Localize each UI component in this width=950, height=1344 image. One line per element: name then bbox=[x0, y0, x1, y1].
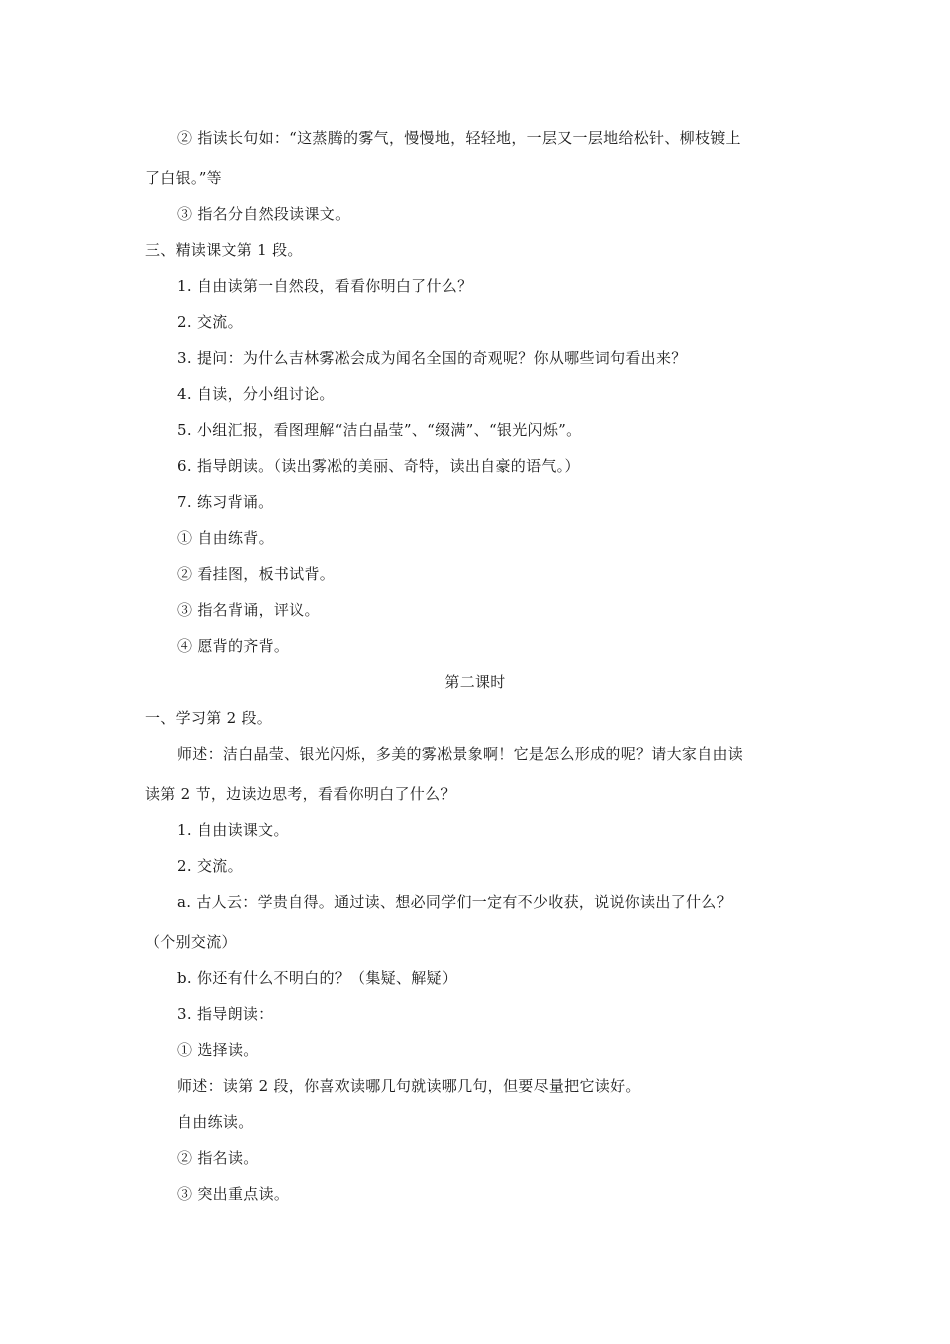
text-line: ② 看挂图，板书试背。 bbox=[177, 565, 336, 583]
text-line: ② 指名读。 bbox=[177, 1149, 259, 1167]
text-line: （个别交流） bbox=[145, 933, 237, 951]
text-line: 师述：洁白晶莹、银光闪烁，多美的雾凇景象啊！它是怎么形成的呢？请大家自由读 bbox=[177, 745, 744, 763]
text-line: 7. 练习背诵。 bbox=[177, 493, 274, 511]
text-line: 6. 指导朗读。（读出雾凇的美丽、奇特，读出自豪的语气。） bbox=[177, 457, 580, 475]
text-line: 1. 自由读第一自然段，看看你明白了什么？ bbox=[177, 277, 473, 295]
text-line: 2. 交流。 bbox=[177, 857, 243, 875]
text-line: 3. 提问：为什么吉林雾凇会成为闻名全国的奇观呢？你从哪些词句看出来？ bbox=[177, 349, 687, 367]
text-line: b. 你还有什么不明白的？（集疑、解疑） bbox=[177, 969, 458, 987]
text-line: 3. 指导朗读： bbox=[177, 1005, 274, 1023]
lesson-title: 第二课时 bbox=[444, 673, 506, 691]
text-line: a. 古人云：学贵自得。通过读、想必同学们一定有不少收获，说说你读出了什么？ bbox=[177, 893, 732, 911]
text-line: ③ 突出重点读。 bbox=[177, 1185, 290, 1203]
section-heading: 一、学习第 2 段。 bbox=[145, 709, 273, 727]
text-line: 1. 自由读课文。 bbox=[177, 821, 289, 839]
text-line: ③ 指名分自然段读课文。 bbox=[177, 205, 351, 223]
text-line: 读第 2 节，边读边思考，看看你明白了什么？ bbox=[145, 785, 456, 803]
text-line: ① 自由练背。 bbox=[177, 529, 274, 547]
text-line: ③ 指名背诵，评议。 bbox=[177, 601, 320, 619]
text-line: ④ 愿背的齐背。 bbox=[177, 637, 290, 655]
text-line: 2. 交流。 bbox=[177, 313, 243, 331]
section-heading: 三、精读课文第 1 段。 bbox=[145, 241, 303, 259]
text-line: 自由练读。 bbox=[177, 1113, 254, 1131]
text-line: 5. 小组汇报，看图理解“洁白晶莹”、“缀满”、“银光闪烁”。 bbox=[177, 421, 582, 439]
text-line: ① 选择读。 bbox=[177, 1041, 259, 1059]
text-line: 了白银。”等 bbox=[145, 169, 222, 187]
text-line: ② 指读长句如：“这蒸腾的雾气，慢慢地，轻轻地，一层又一层地给松针、柳枝镀上 bbox=[177, 129, 741, 147]
text-line: 师述：读第 2 段，你喜欢读哪几句就读哪几句，但要尽量把它读好。 bbox=[177, 1077, 641, 1095]
text-line: 4. 自读，分小组讨论。 bbox=[177, 385, 335, 403]
